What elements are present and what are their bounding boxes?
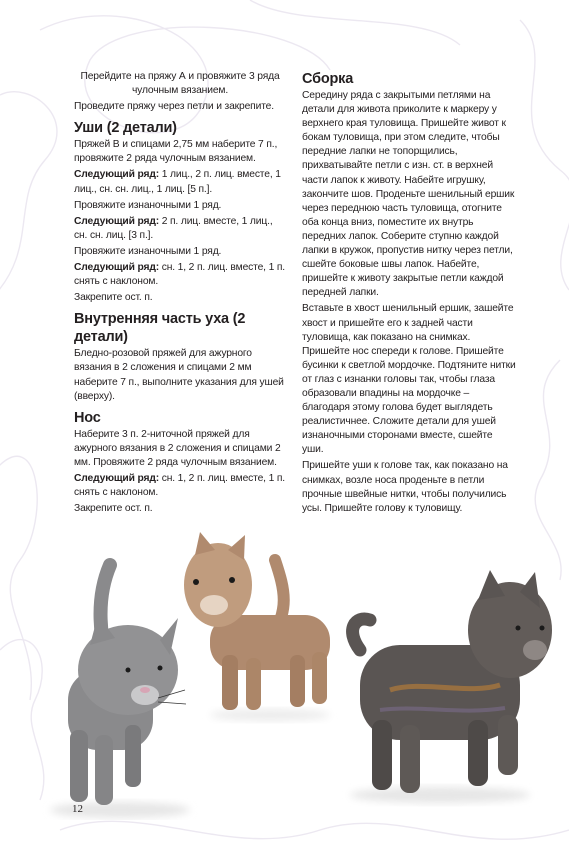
gray-cat-image	[68, 565, 186, 805]
ears-row-2	[74, 215, 286, 243]
row-lead: Следующий ряд:	[74, 215, 159, 227]
nose-row	[74, 472, 286, 500]
assembly-heading: Сборка	[302, 71, 354, 87]
dark-cat-image	[353, 570, 552, 793]
row-text: сн. 1, 2 п. лиц. вместе, 1 п. снять с наклоном.	[74, 472, 286, 499]
ears-row-3	[74, 261, 286, 289]
ears-row-1	[74, 168, 286, 196]
row-lead: Следующий ряд:	[74, 262, 159, 274]
ears-close: Закрепите ост. п.	[74, 292, 153, 304]
inner-ear-heading: Внутренняя часть уха (2 детали)	[74, 311, 246, 346]
right-text-column	[302, 70, 516, 518]
ears-purl-1: Провяжите изнаночными 1 ряд.	[74, 199, 222, 211]
row-text: сн. 1, 2 п. лиц. вместе, 1 п. снять с наклоном.	[74, 262, 286, 288]
ears-heading: Уши (2 детали)	[74, 120, 177, 137]
intro-paragraph-2: Проведите пряжу через петли и закрепите.	[74, 101, 274, 113]
page-number: 12	[72, 803, 83, 815]
assembly-paragraph-2: Вставьте в хвост шенильный ершик, зашейте хвост и пришейте его к задней части туловища, как показано на снимках. Пришейте нос спереди к голове. Пришейте бусинки к светлой мордочке. Подтяните нитки от глаз с изнанки головы так, чтобы глаза образовали впадины на мордочке – благодаря этому голова будет выглядеть реалистичнее. Сложите детали для ушей изнаночными сторонами вместе, сшейте уши.	[302, 303, 516, 456]
assembly-paragraph-1: Середину ряда с закрытыми петлями на детали для живота приколите к маркеру у верхнего края туловища. Пришейте живот к бокам туловища, при этом следите, чтобы передние лапки не топорщились, прихватывайте петли с изн. ст. в верхней части лапок к животу. Набейте игрушку, закончите шов. Проденьте шенильный ершик через переднюю часть туловища, отогните оба конца вниз, поместите их внутрь передних лапок. Соберите ступню каждой лапки в кружок, пропустив нитку через петли, сшейте боковые швы лапок. Набейте, пришейте к животу закрытые петли каждой передней лапки.	[302, 90, 515, 299]
row-text: 2 п. лиц. вместе, 1 лиц., сн. сн. лиц. [3 п.].	[74, 215, 273, 241]
row-lead: Следующий ряд:	[74, 472, 159, 484]
left-text-column	[74, 70, 286, 518]
row-lead: Следующий ряд:	[74, 169, 159, 181]
nose-close: Закрепите ост. п.	[74, 503, 153, 515]
tan-cat-image	[184, 532, 330, 710]
assembly-paragraph-3: Пришейте уши к голове так, как показано на снимках, возле носа проденьте в петли прочные швейные нитки, чтобы получились усы. Пришейте голову к туловищу.	[302, 460, 508, 514]
ears-purl-2: Провяжите изнаночными 1 ряд.	[74, 245, 222, 257]
nose-heading: Нос	[74, 409, 101, 426]
nose-paragraph: Наберите 3 п. 2-ниточной пряжей для ажурного вязания в 2 сложения и спицами 2 мм. Провяжите 2 ряда чулочным вязанием.	[74, 428, 281, 468]
knitted-cats-photo	[0, 520, 569, 820]
ears-paragraph: Пряжей В и спицами 2,75 мм наберите 7 п., провяжите 2 ряда чулочным вязанием.	[74, 139, 278, 165]
inner-ear-paragraph: Бледно-розовой пряжей для ажурного вязания в 2 сложения и спицами 2 мм наберите 7 п., выполните указания для ушей (вверху).	[74, 348, 284, 402]
intro-paragraph-1: Перейдите на пряжу А и провяжите 3 ряда чулочным вязанием.	[80, 71, 280, 97]
row-text: 1 лиц., 2 п. лиц. вместе, 1 лиц., сн. сн. лиц., 1 лиц. [5 п.].	[74, 169, 281, 195]
